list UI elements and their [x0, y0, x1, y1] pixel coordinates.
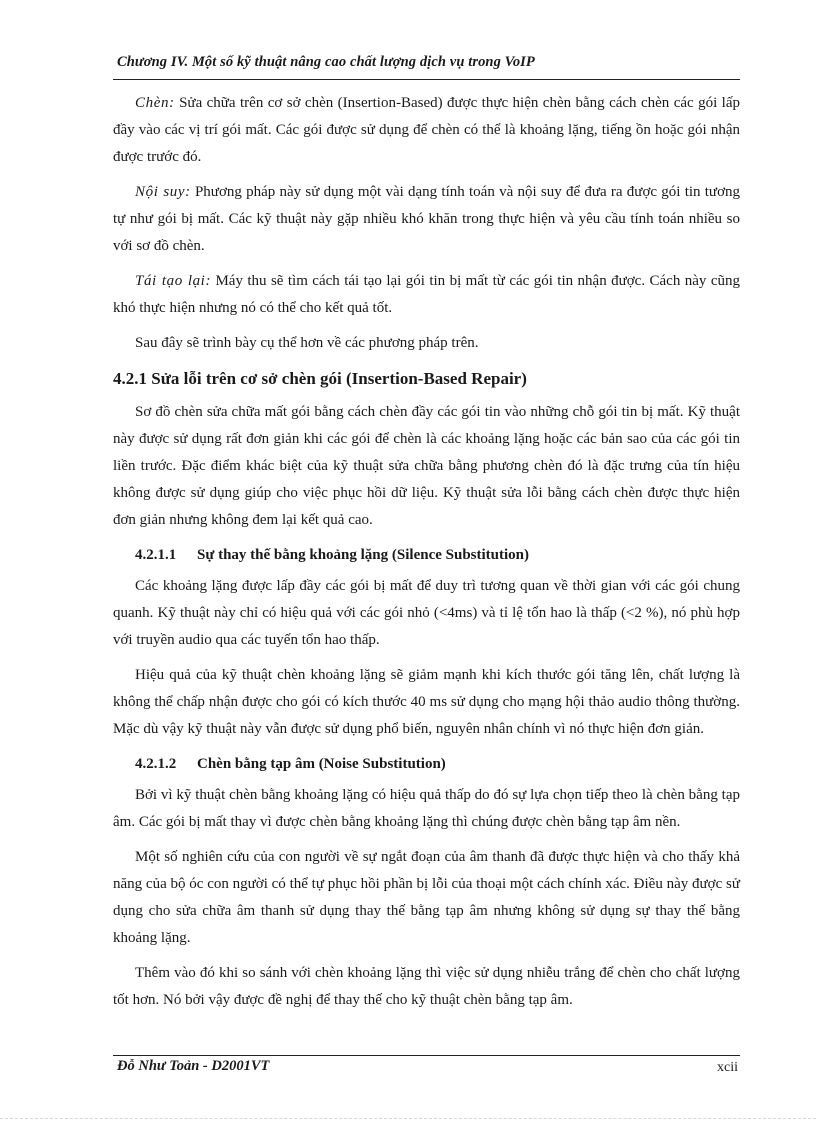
paragraph-insertion-overview: Sơ đồ chèn sửa chữa mất gói bằng cách chèn đầy các gói tin vào những chỗ gói tin bị mất. Kỹ thuật này được sử dụng rất đơn giản khi các gói để chèn là các khoảng lặng hoặc các bản sao của các gói tin liền trước. Đặc điểm khác biệt của kỹ thuật sửa chữa bằng phương chèn đó là đặc trưng của tín hiệu không được sử dụng giúp cho việc phục hồi dữ liệu. Kỹ thuật sửa lỗi bằng cách chèn được thực hiện đơn giản nhưng không đem lại kết quả cao.: [113, 404, 740, 528]
header-divider: [113, 79, 740, 80]
subsection-title: Chèn bằng tạp âm (Noise Substitution): [197, 756, 446, 772]
lead-term-chen: Chèn:: [135, 95, 175, 111]
paragraph-tai-tao-lai: [113, 268, 740, 322]
document-body: [113, 90, 740, 1022]
paragraph-noise-3: Thêm vào đó khi so sánh với chèn khoảng lặng thì việc sử dụng nhiễu trắng để chèn cho chất lượng tốt hơn. Nó bởi vậy được đề nghị để thay thế cho kỹ thuật chèn bằng tạp âm.: [113, 965, 740, 1008]
subsection-number: 4.2.1.2: [135, 756, 177, 772]
subsection-title: Sự thay thế bằng khoảng lặng (Silence Substitution): [197, 547, 529, 563]
lead-term-tai-tao-lai: Tái tạo lại:: [135, 273, 212, 289]
paragraph-text: Máy thu sẽ tìm cách tái tạo lại gói tin bị mất từ các gói tin nhận được. Cách này cũng khó thực hiện nhưng nó có thể cho kết quả tốt.: [113, 273, 740, 316]
page-number: xcii: [717, 1060, 738, 1075]
paragraph-noise-1: Bởi vì kỹ thuật chèn bằng khoảng lặng có hiệu quả thấp do đó sự lựa chọn tiếp theo là chèn bằng tạp âm. Các gói bị mất thay vì được chèn bằng khoảng lặng thì chúng được chèn bằng tạp âm nền.: [113, 787, 740, 830]
paragraph-noi-suy: [113, 179, 740, 260]
footer-author: Đỗ Như Toản - D2001VT: [117, 1058, 270, 1074]
paragraph-silence-2: Hiệu quả của kỹ thuật chèn khoảng lặng sẽ giảm mạnh khi kích thước gói tăng lên, chất lượng là không thể chấp nhận được cho gói có kích thước 40 ms sử dụng cho mạng hội thảo audio thông thường. Mặc dù vậy kỹ thuật này vẫn được sử dụng phổ biến, nguyên nhân chính vì nó thực hiện đơn giản.: [113, 667, 740, 737]
page-edge-divider: [0, 1118, 816, 1119]
paragraph-noise-2: Một số nghiên cứu của con người về sự ngắt đoạn của âm thanh đã được thực hiện và cho thấy khả năng của bộ óc con người có thể tự phục hồi phần bị lỗi của thoại một cách chính xác. Điều này được sử dụng cho sửa chữa âm thanh sử dụng thay thế bằng tạp âm nhưng không sử dụng sự thay thế bằng khoảng lặng.: [113, 849, 740, 946]
section-heading-4-2-1: 4.2.1 Sửa lỗi trên cơ sở chèn gói (Insertion-Based Repair): [113, 369, 527, 388]
subsection-heading-4-2-1-1: [113, 542, 740, 569]
page-header-title: Chương IV. Một số kỹ thuật nâng cao chất lượng dịch vụ trong VoIP: [117, 54, 535, 70]
paragraph-intro-methods: Sau đây sẽ trình bày cụ thể hơn về các phương pháp trên.: [135, 335, 479, 351]
subsection-heading-4-2-1-2: [113, 751, 740, 778]
paragraph-chen: [113, 90, 740, 171]
footer-divider: [113, 1055, 740, 1056]
paragraph-silence-1: Các khoảng lặng được lấp đầy các gói bị mất để duy trì tương quan về thời gian với các gói chung quanh. Kỹ thuật này chỉ có hiệu quả với các gói nhỏ (<4ms) và tỉ lệ tổn hao là thấp (<2 %), nó phù hợp với truyền audio qua các tuyến tổn hao thấp.: [113, 578, 740, 648]
subsection-number: 4.2.1.1: [135, 547, 177, 563]
paragraph-text: Phương pháp này sử dụng một vài dạng tính toán và nội suy để đưa ra được gói tin tương tự như gói bị mất. Các kỹ thuật này gặp nhiều khó khăn trong thực hiện và yêu cầu tính toán nhiều so với sơ đồ chèn.: [113, 184, 740, 254]
lead-term-noi-suy: Nội suy:: [135, 184, 191, 200]
paragraph-text: Sửa chữa trên cơ sở chèn (Insertion-Based) được thực hiện chèn bằng cách chèn các gói lấp đầy vào các vị trí gói mất. Các gói được sử dụng để chèn có thể là khoảng lặng, tiếng ồn hoặc gói nhận được trước đó.: [113, 95, 741, 165]
